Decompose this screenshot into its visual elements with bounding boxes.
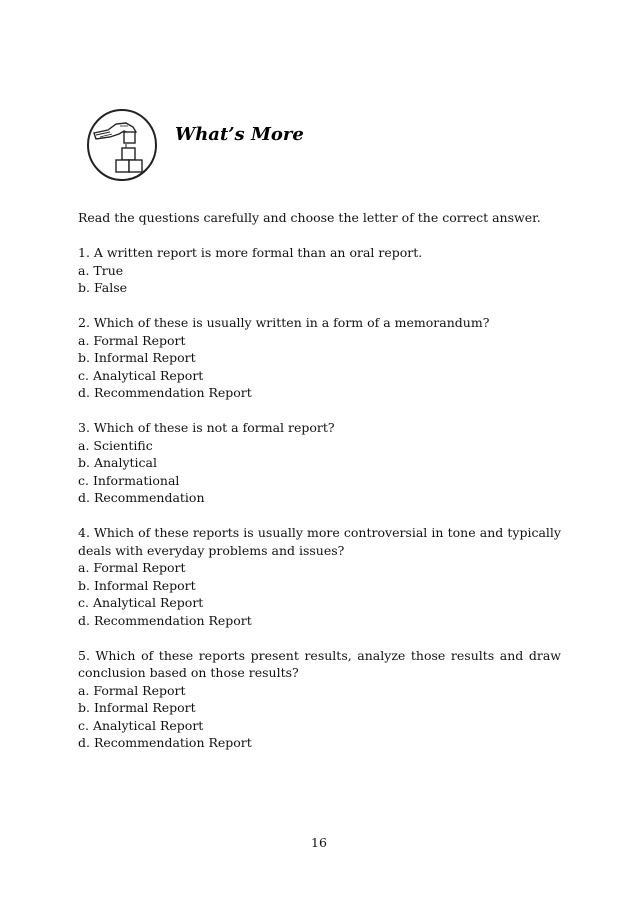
answer-options (78, 262, 561, 297)
hand-stacking-blocks-icon (86, 108, 158, 182)
page-number: 16 (311, 835, 327, 850)
question-item (78, 314, 561, 402)
answer-option: b. False (78, 280, 128, 295)
question-item (78, 419, 561, 507)
answer-options (78, 437, 561, 507)
answer-option: a. True (78, 262, 124, 278)
instructions-text: Read the questions carefully and choose the letter of the correct answer. (78, 210, 541, 225)
answer-option: c. Analytical Report (78, 717, 204, 733)
question-list (78, 244, 561, 769)
question-text: 5. Which of these reports present results, analyze those results and draw conclusion based on those results? (78, 647, 561, 680)
answer-option: c. Informational (78, 472, 180, 488)
answer-option: d. Recommendation Report (78, 735, 252, 750)
answer-option: b. Analytical (78, 455, 158, 470)
question-text: 3. Which of these is not a formal report? (78, 420, 335, 435)
answer-option: b. Informal Report (78, 350, 196, 365)
section-title: What’s More (175, 124, 304, 145)
answer-option: a. Formal Report (78, 332, 186, 348)
answer-option: a. Formal Report (78, 682, 186, 698)
answer-option: d. Recommendation (78, 490, 205, 505)
answer-options (78, 559, 561, 629)
question-text: 4. Which of these reports is usually more controversial in tone and typically deals with everyday problems and issues? (78, 525, 561, 558)
question-text: 2. Which of these is usually written in a form of a memorandum? (78, 315, 490, 330)
answer-option: d. Recommendation Report (78, 385, 252, 400)
answer-option: b. Informal Report (78, 577, 196, 593)
question-text: 1. A written report is more formal than an oral report. (78, 245, 423, 260)
answer-option: c. Analytical Report (78, 595, 204, 610)
answer-options (78, 682, 561, 752)
answer-option: a. Formal Report (78, 560, 186, 575)
answer-option: c. Analytical Report (78, 367, 204, 383)
question-item (78, 647, 561, 752)
answer-options (78, 332, 561, 402)
answer-option: d. Recommendation Report (78, 612, 252, 628)
answer-option: b. Informal Report (78, 700, 196, 715)
question-item (78, 524, 561, 629)
question-item (78, 244, 561, 297)
answer-option: a. Scientific (78, 437, 153, 453)
